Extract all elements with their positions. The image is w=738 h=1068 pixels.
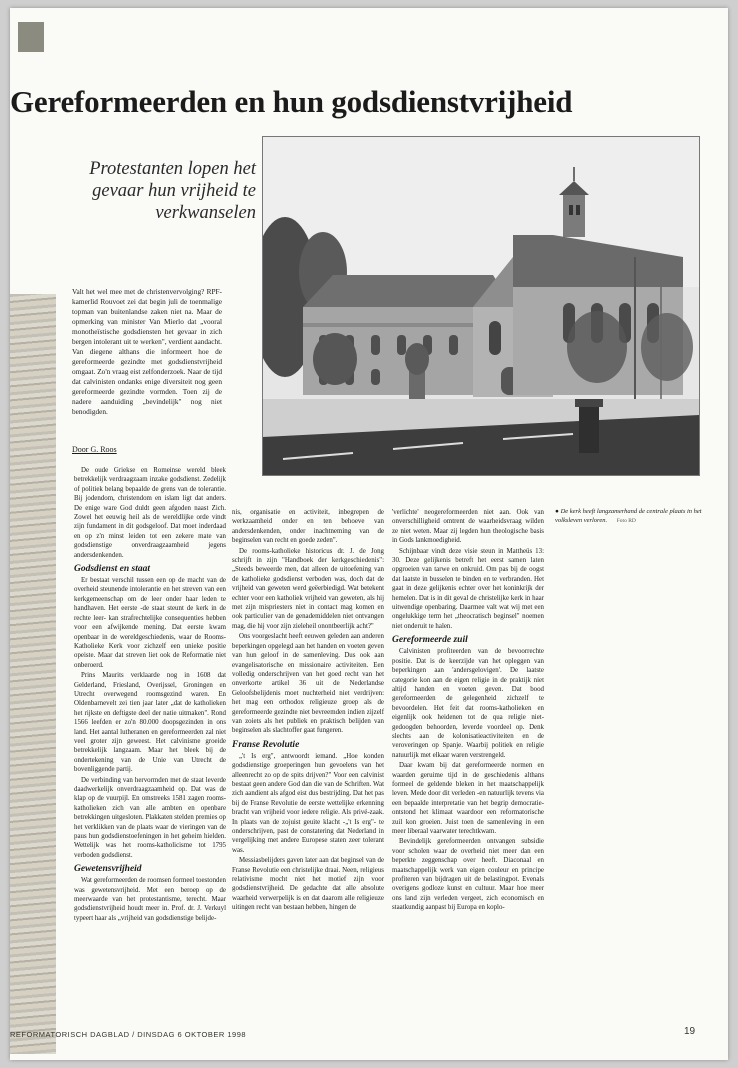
body-paragraph: Daar kwam bij dat gereformeerde normen en waarden geruime tijd in de geschiedenis althans formeel de geldende bleken in het maatschappelijk leven. Mede door dit verleden -en natuurlijk tevens via een bepaalde interpretatie van het begrip democratie- ontstond het klimaat waardoor een reformatorische zuil kon groeien. Juist toen de samenleving in een meer liberaal vaarwater terechtkwam. (392, 762, 544, 835)
body-paragraph: De verbinding van hervormden met de staat leverde daadwerkelijk onverdraagzaamheid op. Dat was de klap op de vuurpijl. En omstreeks 1581 zagen rooms-katholieken zich van alle ambten en openbare betrekkingen uitgesloten. Plakkaten stelden premies op het verklikken van de plaats waar de vieringen van de paus hun godsdienstoefeningen in het geheim hielden. Wettelijk was het rooms-katholicisme tot 1795 verboden godsdienst. (74, 776, 226, 859)
body-paragraph: Messiasbelijders gaven later aan dat beginsel van de Franse Revolutie een christelijke draai. Neen, religieus relativisme mocht niet het motief zijn voor godsdienstvrijheid. De gedachte dat alle absolute waarheid verwerpelijk is en dat daarom alle religieuze uitingen recht van bestaan hebben, hingen de (232, 857, 384, 912)
deck-subheadline: Protestanten lopen het gevaar hun vrijheid te verkwanselen (89, 159, 256, 223)
subheading: Godsdienst en staat (74, 564, 151, 575)
church-photo (262, 136, 700, 476)
body-paragraph: Er bestaat verschil tussen een op de macht van de overheid steunende intolerantie en het streven van een kerkgemeenschap om de leer onder haar leden te handhaven. Het eerste -de staat steunt de kerk in de rechte leer- kan strafrechtelijke consequenties hebben voor een afwijkende mening. Dat eerste kwam openbaar in de wereldgeschiedenis, waar de Rooms-Katholieke Kerk voor zichzelf een unieke positie opeiste. Maar dat streven liet ook de Reformatie niet onberoerd. (74, 577, 226, 669)
body-paragraph: De rooms-katholieke historicus dr. J. de Jong schrijft in zijn "Handboek der kerkgeschiedenis": „Steeds beweerde men, dat alleen de uitoefening van de katholieke godsdienst verboden was, doch dat de vrijheid van geweten werd geëerbiedigd. Wat betekent echter voor een katholiek vrijheid van geweten, als hij met zijn mispriesters niet in contact mag komen en ook particulier van de genademiddelen niet ontvangen mag, die hij voor zijn zieleheil onontbeerlijk acht?" (232, 547, 384, 630)
body-paragraph: De oude Griekse en Romeinse wereld bleek betrekkelijk verdraagzaam inzake godsdienst. Zedelijk of politiek belang bepaalde de grens van de tolerantie. Bij jodendom, christendom en islam ligt dat anders. De enige ware God duldt geen afgoden naast Zich. Zowel het eeuwig heil als de wereldlijke orde vindt zijn fundament in dit godsgeloof. Dat moet inderdaad en op z'n minst leiden tot een zekere mate van godsdienstige onverdraagzaamheid jegens andersdenkenden. (74, 467, 226, 559)
body-paragraph: 'verlichte' neogereformeerden niet aan. Ook van onverschilligheid omtrent de waarheidsvraag wilden ze niet weten. Maar zij legden hun theologische basis in Gods lankmoedigheid. (392, 509, 544, 545)
body-paragraph: „'t Is erg", antwoordt iemand. „Hoe konden godsdienstige groeperingen hun gevoelens van het alleenrecht zo op de spits drijven?" Voor een calvinist bestaat geen andere God dan die van de Schriften. Wat zich aandient als afgod eist dus bestrijding. Dat het pas bij de Franse Revolutie de eerste wettelijke erkenning bracht van vrijheid voor iedere religie. Als privé-zaak. In plaats van de zojuist geuite klacht -„'t Is erg"- te onderschrijven, past de constatering dat Nederland in vergelijking met andere Europese staten zeer tolerant was. (232, 752, 384, 854)
bullet-icon: ● (555, 508, 559, 515)
byline: Door G. Roos (72, 445, 117, 454)
text-column-2 (232, 508, 384, 914)
body-paragraph: Ons voorgeslacht heeft eeuwen geleden aan anderen beperkingen opgelegd aan het handen en voeten geven van hun geloof in de samenleving. Dus ook aan evangelisatorische en missionaire activiteiten. Een volledig onderschrijven van het goed recht van het onverkorte artikel 36 uit de Nederlandse Geloofsbelijdenis moet nuchterheid niet verdrijven: het mag een orthodox religieuze groep als de gereformeerde gezindte niet bevreemden indien zijzelf van zoiets als het publiek en praktisch belijden van beginselen als slachtoffer gaat fungeren. (232, 633, 384, 735)
photo-credit: Foto RD (616, 517, 636, 524)
body-paragraph: Schijnbaar vindt deze visie steun in Mattheüs 13: 30. Deze gelijkenis betreft het eerst samen laten opgroeien van tarwe en onkruid. Om pas bij de oogst dat laatste in busselen te binden en te verbranden. Het gaat in deze gelijkenis echter over het koninkrijk der hemelen. Dat is in dit geval de christelijke kerk in haar uitwendige openbaring. Daarmee valt wat wij met een ongelukkige term het „theocratisch beginsel" noemen niet onderuit te halen. (392, 547, 544, 630)
body-paragraph: Wat gereformeerden de roomsen formeel toestonden was gewetensvrijheid. Met een beroep op de meerwaarde van het protestantisme, terecht. Maar godsdienstvrijheid houdt meer in. Prof. dr. J. Verkuyl typeert haar als „vrijheid van godsdienstige belijde- (74, 877, 226, 922)
body-paragraph: Prins Maurits verklaarde nog in 1608 dat Gelderland, Friesland, Overijssel, Groningen en Utrecht overwegend roomsgezind waren. En Oldenbarnevelt zei tien jaar later „dat de katholieken het rijkste en deftigste deel der natie uitmaken". Rond 1566 leefden er zo'n 80.000 doopsgezinden in ons land. Het aantal lutheranen en gereformeerden zal niet veel groter zijn geweest. Het calvinisme groeide betrekkelijk langzaam. Maar het bleek bij de ondertekening van de Unie van Utrecht de bovenliggende partij. (74, 672, 226, 774)
subheading: Franse Revolutie (232, 739, 300, 750)
text-column-1 (74, 466, 226, 924)
side-texture-image (10, 294, 56, 1054)
intro-paragraph: Valt het wel mee met de christenvervolging? RPF-kamerlid Rouvoet zei dat begin juli de toenmalige topman van buitenlandse zaken niet na. Maar de opmerking van minister Van Mierlo dat „vooral monotheïstische godsdiensten het gevaar in zich bergen intolerant uit te werken", verdient aandacht. Van diegene althans die informeert hoe de gereformeerde gezindte met godsdienstvrijheid omgaat. Zo'n vraag eist zelfonderzoek. Naar de tijd dat calvinisten ondanks enige diversiteit nog geen gereformeerde gezindte vormden. Toen zij de nadere aanduiding „bevindelijk" nog niet benodigden. (72, 287, 222, 416)
photo-caption (555, 508, 705, 525)
subheading: Gewetensvrijheid (74, 864, 142, 875)
footer-dateline: REFORMATORISCH DAGBLAD / DINSDAG 6 OKTOBER 1998 (10, 1030, 247, 1039)
corner-mark (18, 22, 44, 52)
body-paragraph: Bevindelijk gereformeerden ontvangen subsidie voor scholen waar de overheid niet meer dan een beperkte zeggenschap over heeft. Diaconaal en maatschappelijk werk van eigen couleur en principe profiteren van bijdragen uit de belastingpot. Evenals overigens godloze kunst en cultuur. Maar hoe meer ons land zijn verleden vergeet, zich economisch en staatkundig aanpast bij Europa en koplo- (392, 838, 544, 912)
text-column-3 (392, 508, 544, 914)
body-paragraph: nis, organisatie en activiteit, inbegrepen de werkzaamheid onder en ten behoeve van andersdenkenden, onder inachtneming van de beginselen van recht en goede zeden". (232, 509, 384, 545)
caption-text: De kerk heeft langzamerhand de centrale plaats in het volksleven verloren. (555, 508, 702, 524)
page-number: 19 (684, 1026, 696, 1037)
church-illustration (263, 137, 699, 475)
subheading: Gereformeerde zuil (392, 635, 468, 646)
newspaper-page (10, 8, 728, 1060)
headline: Gereformeerden en hun godsdienstvrijheid (10, 84, 573, 119)
body-paragraph: Calvinisten profiteerden van de bevoorrechte positie. Dat is de keerzijde van het opleggen van beperkingen aan 'andersgelovigen'. De laatste categorie kon aan de eigen religie in de praktijk niet altijd handen en voeten geven. Dat bood gereformeerden de gelegenheid zichzelf te bevoordelen. Het feit dat rooms-katholieken en eigenlijk ook heidenen tot de qua religie niet-gedoogden behoorden, leverde voordeel op. Denk slechts aan de kolonisatieactiviteiten en de veroveringen op Spanje. Waarbij politiek en religie natuurlijk met elkaar waren verstrengeld. (392, 648, 544, 759)
